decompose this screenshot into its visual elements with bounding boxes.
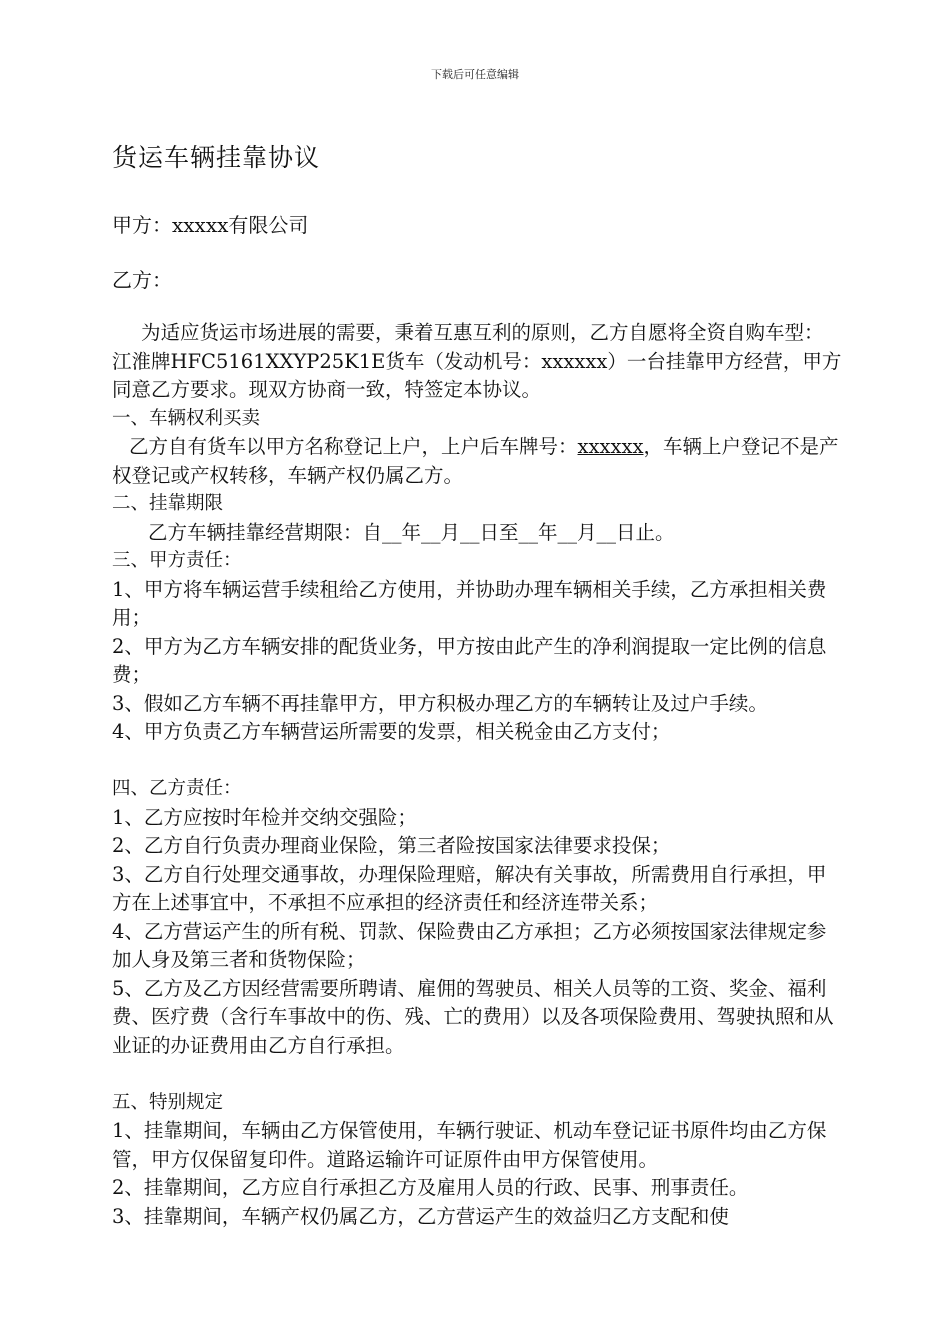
intro-paragraph: 为适应货运市场进展的需要，秉着互惠互利的原则，乙方自愿将全资自购车型：江淮牌HFC5161XXYP25K1E货车（发动机号：xxxxxx）一台挂靠甲方经营，甲方同意乙方要求。现双方协商一致，特签定本协议。 [112,321,842,401]
section-4-item: 3、乙方自行处理交通事故，办理保险理赔，解决有关事故，所需费用自行承担，甲方在上述事宜中，不承担不应承担的经济责任和经济连带关系； [112,862,827,914]
spacer [112,1060,842,1089]
section-4-item: 4、乙方营运产生的所有税、罚款、保险费由乙方承担；乙方必须按国家法律规定参加人身及第三者和货物保险； [112,919,827,971]
document-title: 货运车辆挂靠协议 [112,143,321,172]
section-5-item: 1、挂靠期间，车辆由乙方保管使用，车辆行驶证、机动车登记证书原件均由乙方保管，甲方仅保留复印件。道路运输许可证原件由甲方保管使用。 [112,1119,827,1171]
section-2-paragraph: 乙方车辆挂靠经营期限：自__年__月__日至__年__月__日止。 [148,520,675,544]
section-5-item: 2、挂靠期间，乙方应自行承担乙方及雇用人员的行政、民事、刑事责任。 [112,1176,749,1199]
section-2-heading: 二、挂靠期限 [112,493,224,514]
contract-body [112,319,842,1231]
section-3-item: 1、甲方将车辆运营手续租给乙方使用，并协助办理车辆相关手续，乙方承担相关费用； [112,577,827,629]
section-3-item: 3、假如乙方车辆不再挂靠甲方，甲方积极办理乙方的车辆转让及过户手续。 [112,691,768,715]
page-header-note: 下载后可任意编辑 [431,68,519,81]
section-3-heading: 三、甲方责任： [112,550,242,571]
party-b-line: 乙方： [112,268,172,292]
section-3-item: 2、甲方为乙方车辆安排的配货业务，甲方按由此产生的净利润提取一定比例的信息费； [112,634,827,686]
section-4-heading: 四、乙方责任： [112,778,242,799]
section-4-item: 5、乙方及乙方因经营需要所聘请、雇佣的驾驶员、相关人员等的工资、奖金、福利费、医疗费（含行车事故中的伤、残、亡的费用）以及各项保险费用、驾驶执照和从业证的办证费用由乙方自行承担。 [112,976,834,1057]
party-a-line: 甲方：xxxxx有限公司 [112,213,309,237]
section-4-item: 2、乙方自行负责办理商业保险，第三者险按国家法律要求投保； [112,834,671,857]
plate-number: xxxxxx [577,435,644,458]
section-1-paragraph [112,433,842,490]
section-3-item: 4、甲方负责乙方车辆营运所需要的发票，相关税金由乙方支付； [112,720,671,743]
section-5-heading: 五、特别规定 [112,1091,224,1113]
section-1-text-after: ，车辆上户登记不是产权登记或产权转移，车辆产权仍属乙方。 [112,435,839,487]
section-1-heading: 一、车辆权利买卖 [112,407,261,429]
section-1-text-before: 乙方自有货车以甲方名称登记上户，上户后车牌号： [129,435,578,458]
section-5-item: 3、挂靠期间，车辆产权仍属乙方，乙方营运产生的效益归乙方支配和使 [112,1204,729,1228]
spacer [112,747,842,776]
section-4-item: 1、乙方应按时年检并交纳交强险； [112,805,417,829]
